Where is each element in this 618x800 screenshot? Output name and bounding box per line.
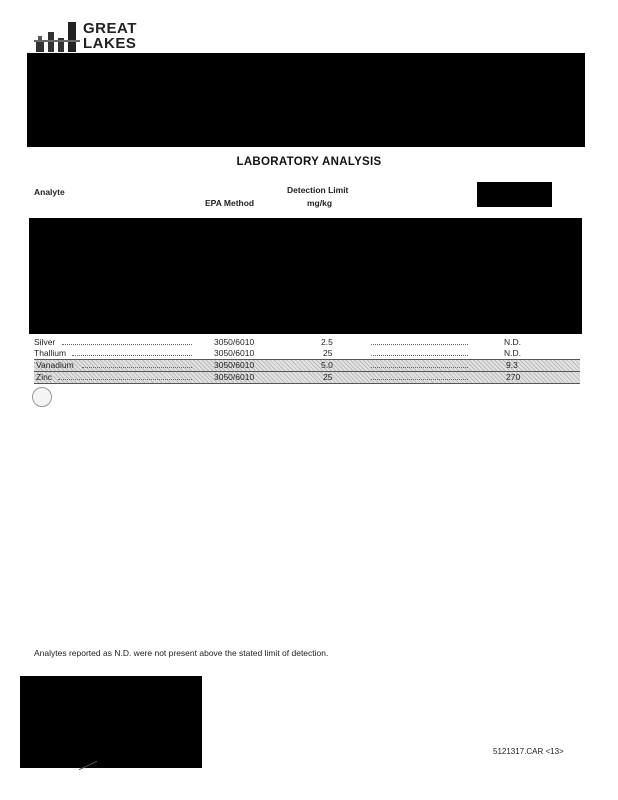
result-value: 270 xyxy=(506,372,521,382)
analyte-name: Zinc xyxy=(36,372,53,382)
header-detection-limit: Detection Limit xyxy=(287,185,349,195)
table-row xyxy=(34,348,580,359)
result-value: 9.3 xyxy=(506,360,518,370)
redacted-signature-block xyxy=(20,676,202,768)
result-value: N.D. xyxy=(504,337,521,347)
dot-leader xyxy=(371,344,468,345)
detection-limit: 25 xyxy=(323,348,333,358)
header-analyte: Analyte xyxy=(34,187,65,197)
logo-line-1: GREAT xyxy=(83,20,137,37)
epa-method: 3050/6010 xyxy=(214,360,255,370)
epa-method: 3050/6010 xyxy=(214,337,255,347)
epa-method: 3050/6010 xyxy=(214,372,255,382)
redacted-sample-id xyxy=(477,182,552,207)
analyte-name: Silver xyxy=(34,337,56,347)
detection-limit: 2.5 xyxy=(321,337,333,347)
company-logo-text xyxy=(83,21,137,51)
report-title: LABORATORY ANALYSIS xyxy=(236,156,382,168)
detection-limit: 5.0 xyxy=(321,360,333,370)
document-code: 5121317.CAR <13> xyxy=(493,747,564,756)
dot-leader xyxy=(371,355,468,356)
great-lakes-logo-icon xyxy=(34,22,80,52)
redacted-table-rows xyxy=(29,218,582,334)
punch-hole-mark xyxy=(32,387,52,407)
detection-limit: 25 xyxy=(323,372,333,382)
dot-leader xyxy=(58,379,192,380)
epa-method: 3050/6010 xyxy=(214,348,255,358)
result-value: N.D. xyxy=(504,348,521,358)
header-units: mg/kg xyxy=(307,198,333,208)
dot-leader xyxy=(72,355,192,356)
dot-leader xyxy=(62,344,192,345)
header-epa-method: EPA Method xyxy=(205,198,255,208)
logo-line-2: LAKES xyxy=(83,35,137,52)
footnote: Analytes reported as N.D. were not present above the stated limit of detection. xyxy=(34,648,329,658)
dot-leader xyxy=(371,367,468,368)
dot-leader xyxy=(371,379,468,380)
analyte-name: Vanadium xyxy=(36,360,74,370)
dot-leader xyxy=(82,367,192,368)
table-row xyxy=(34,371,580,384)
analyte-name: Thallium xyxy=(34,348,67,358)
redacted-header-block xyxy=(27,53,585,147)
table-row xyxy=(34,337,580,348)
